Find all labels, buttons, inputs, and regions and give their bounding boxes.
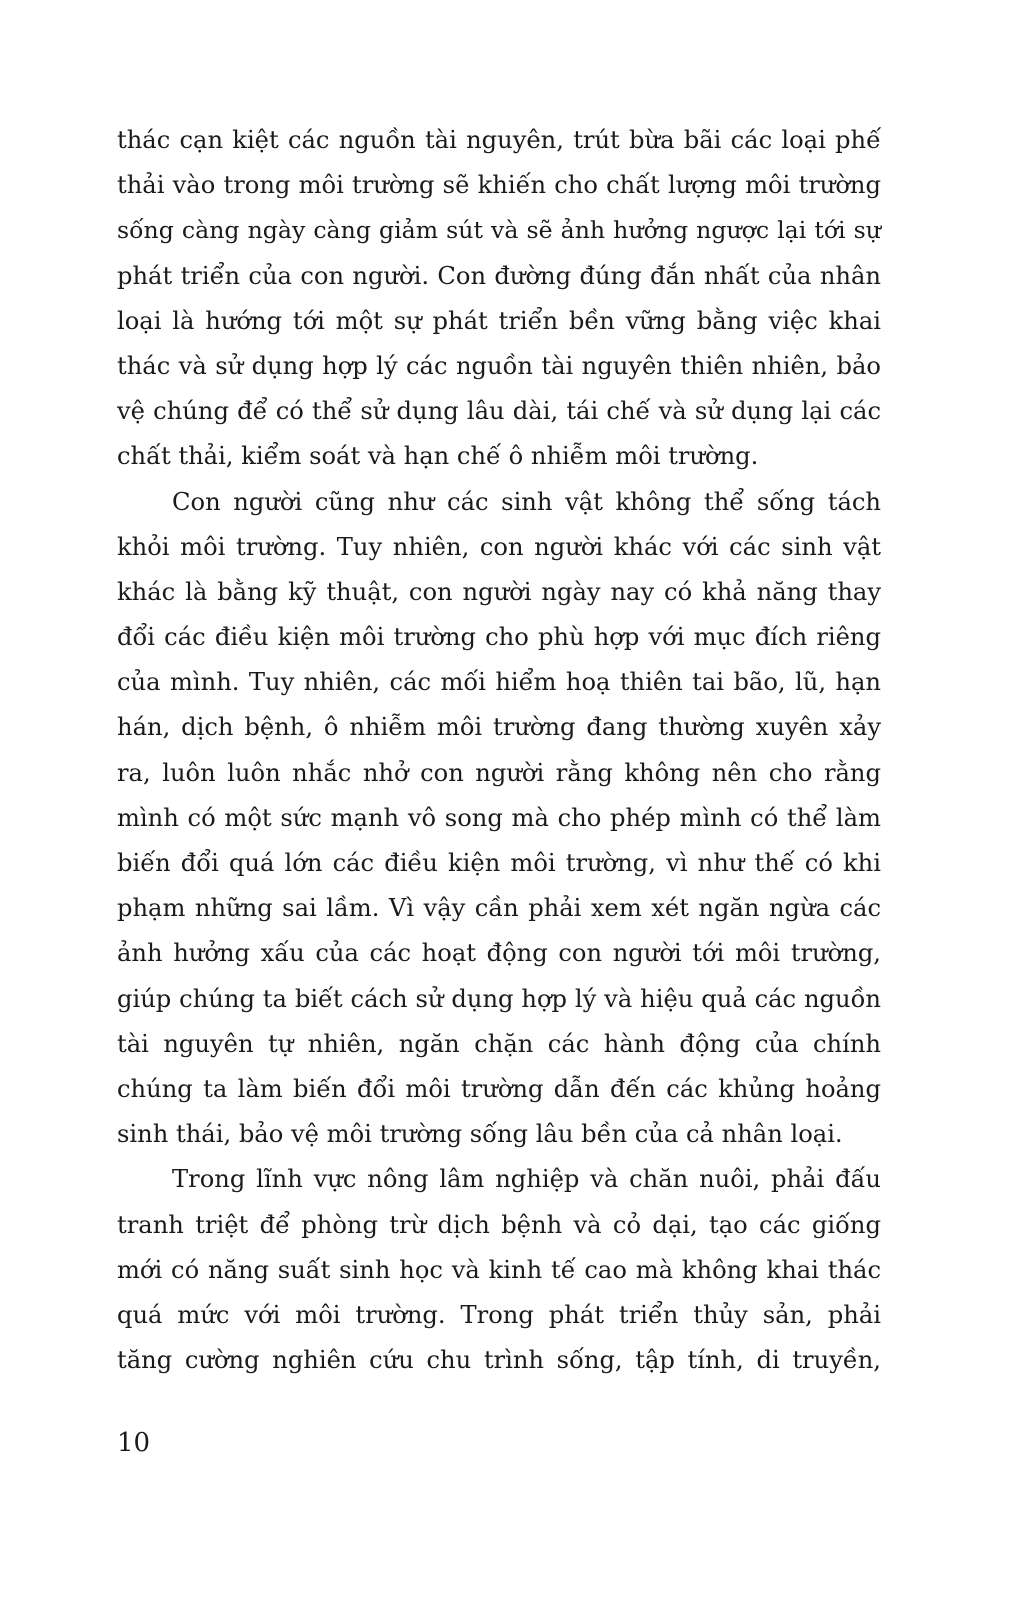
text-line: hán, dịch bệnh, ô nhiễm môi trường đang thường xuyên xảy [117, 713, 881, 742]
text-line: thác và sử dụng hợp lý các nguồn tài nguyên thiên nhiên, bảo [117, 351, 881, 380]
text-line: thải vào trong môi trường sẽ khiến cho chất lượng môi trường [117, 171, 881, 200]
text-line: Con người cũng như các sinh vật không thể sống tách [172, 487, 881, 516]
text-line: quá mức với môi trường. Trong phát triển thủy sản, phải [117, 1300, 881, 1329]
text-line: tăng cường nghiên cứu chu trình sống, tập tính, di truyền, [117, 1346, 881, 1375]
text-line: ảnh hưởng xấu của các hoạt động con người tới môi trường, [117, 939, 881, 968]
text-line: loại là hướng tới một sự phát triển bền vững bằng việc khai [117, 306, 881, 335]
text-line: Trong lĩnh vực nông lâm nghiệp và chăn nuôi, phải đấu [172, 1165, 881, 1194]
text-line: chất thải, kiểm soát và hạn chế ô nhiễm môi trường. [117, 442, 759, 471]
text-line: khỏi môi trường. Tuy nhiên, con người khác với các sinh vật [117, 532, 881, 561]
text-line: biến đổi quá lớn các điều kiện môi trường, vì như thế có khi [117, 849, 881, 877]
page-number: 10 [117, 1428, 151, 1458]
text-line: sống càng ngày càng giảm sút và sẽ ảnh hưởng ngược lại tới sự [117, 216, 881, 245]
text-line: giúp chúng ta biết cách sử dụng hợp lý và hiệu quả các nguồn [117, 984, 881, 1013]
text-line: khác là bằng kỹ thuật, con người ngày nay có khả năng thay [117, 577, 881, 606]
text-line: chúng ta làm biến đổi môi trường dẫn đến các khủng hoảng [117, 1074, 881, 1103]
text-line: mình có một sức mạnh vô song mà cho phép mình có thể làm [117, 803, 881, 832]
body-text [117, 118, 881, 1383]
text-line: của mình. Tuy nhiên, các mối hiểm hoạ thiên tai bão, lũ, hạn [117, 668, 881, 697]
text-line: sinh thái, bảo vệ môi trường sống lâu bền của cả nhân loại. [117, 1120, 843, 1149]
text-line: mới có năng suất sinh học và kinh tế cao mà không khai thác [117, 1255, 881, 1284]
text-line: thác cạn kiệt các nguồn tài nguyên, trút bừa bãi các loại phế [117, 126, 881, 154]
text-line: phát triển của con người. Con đường đúng đắn nhất của nhân [117, 261, 881, 290]
text-line: đổi các điều kiện môi trường cho phù hợp với mục đích riêng [117, 623, 881, 652]
text-line: vệ chúng để có thể sử dụng lâu dài, tái chế và sử dụng lại các [117, 397, 881, 426]
text-line: phạm những sai lầm. Vì vậy cần phải xem xét ngăn ngừa các [117, 894, 881, 923]
text-line: tranh triệt để phòng trừ dịch bệnh và cỏ dại, tạo các giống [117, 1210, 881, 1239]
text-line: ra, luôn luôn nhắc nhở con người rằng không nên cho rằng [117, 758, 881, 787]
text-line: tài nguyên tự nhiên, ngăn chặn các hành động của chính [117, 1029, 881, 1058]
